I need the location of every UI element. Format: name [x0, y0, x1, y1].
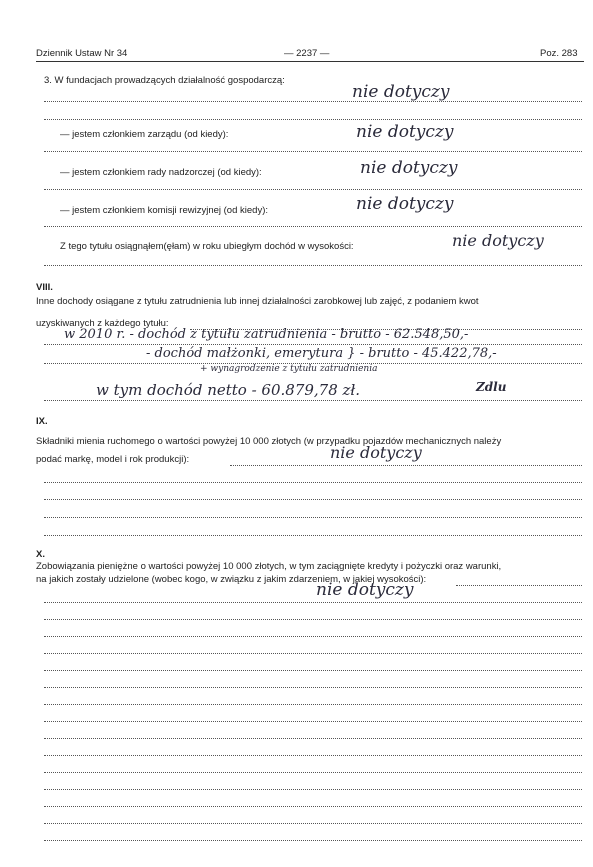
- dotted-line: [44, 755, 582, 756]
- section-viii-title: VIII.: [36, 282, 53, 293]
- income-handwritten-line-1: w 2010 r. - dochód z tytułu zatrudnienia - brutto - 62.548,50,-: [64, 327, 469, 342]
- dotted-line: [44, 482, 582, 483]
- dotted-line: [44, 119, 582, 120]
- journal-title: Dziennik Ustaw Nr 34: [36, 48, 128, 59]
- dotted-line: [44, 226, 582, 227]
- supervisory-board-answer: nie dotyczy: [360, 158, 458, 178]
- dotted-line: [44, 772, 582, 773]
- section-x-answer: nie dotyczy: [316, 580, 414, 600]
- dotted-line: [456, 585, 582, 586]
- dotted-line: [44, 840, 582, 841]
- header-rule: [36, 61, 584, 62]
- section-ix-title: IX.: [36, 416, 48, 427]
- dotted-line: [44, 344, 582, 345]
- board-member-label: — jestem członkiem zarządu (od kiedy):: [60, 129, 229, 140]
- dotted-line: [44, 619, 582, 620]
- dotted-line: [44, 823, 582, 824]
- dotted-line: [44, 499, 582, 500]
- signature: Zdlu: [476, 380, 507, 394]
- section-ix-text-2: podać markę, model i rok produkcji):: [36, 454, 190, 465]
- section-x-text-2: na jakich zostały udzielone (wobec kogo, w związku z jakim zdarzeniem, w jakiej wysokości):: [36, 574, 427, 585]
- dotted-line: [44, 670, 582, 671]
- audit-committee-answer: nie dotyczy: [356, 194, 454, 214]
- section-viii-text: Inne dochody osiągane z tytułu zatrudnienia lub innej działalności zarobkowej lub zajęć, z podaniem kwot: [36, 296, 479, 307]
- dotted-line: [44, 517, 582, 518]
- income-handwritten-line-4: w tym dochód netto - 60.879,78 zł.: [96, 381, 361, 399]
- dotted-line: [44, 400, 582, 401]
- income-answer: nie dotyczy: [452, 231, 544, 250]
- dotted-line: [44, 101, 582, 102]
- income-label: Z tego tytułu osiągnąłem(ęłam) w roku ubiegłym dochód w wysokości:: [60, 241, 354, 252]
- dotted-line: [230, 465, 582, 466]
- board-member-answer: nie dotyczy: [356, 122, 454, 142]
- dotted-line: [44, 189, 582, 190]
- dotted-line: [44, 687, 582, 688]
- dotted-line: [44, 653, 582, 654]
- dotted-line: [44, 789, 582, 790]
- supervisory-board-label: — jestem członkiem rady nadzorczej (od kiedy):: [60, 167, 262, 178]
- foundations-answer: nie dotyczy: [352, 82, 450, 102]
- page-number: — 2237 —: [284, 48, 330, 59]
- section-ix-answer: nie dotyczy: [330, 443, 422, 462]
- foundations-label: 3. W fundacjach prowadzących działalność gospodarczą:: [44, 75, 285, 86]
- dotted-line: [44, 806, 582, 807]
- dotted-line: [44, 151, 582, 152]
- section-viii-text-2: uzyskiwanych z każdego tytułu:: [36, 318, 169, 329]
- income-handwritten-line-3: + wynagrodzenie z tytułu zatrudnienia: [200, 364, 378, 374]
- dotted-line: [44, 721, 582, 722]
- dotted-line: [44, 704, 582, 705]
- section-ix-text: Składniki mienia ruchomego o wartości powyżej 10 000 złotych (w przypadku pojazdów mechanicznych należy: [36, 436, 502, 447]
- position-number: Poz. 283: [540, 48, 578, 59]
- dotted-line: [44, 738, 582, 739]
- income-handwritten-line-2: - dochód małżonki, emerytura } - brutto - 45.422,78,-: [146, 346, 497, 361]
- dotted-line: [44, 602, 582, 603]
- section-x-title: X.: [36, 549, 45, 560]
- dotted-line: [44, 535, 582, 536]
- dotted-line: [44, 265, 582, 266]
- dotted-line: [44, 636, 582, 637]
- section-x-text: Zobowiązania pieniężne o wartości powyżej 10 000 złotych, w tym zaciągnięte kredyty i pożyczki oraz warunki,: [36, 561, 502, 572]
- audit-committee-label: — jestem członkiem komisji rewizyjnej (od kiedy):: [60, 205, 268, 216]
